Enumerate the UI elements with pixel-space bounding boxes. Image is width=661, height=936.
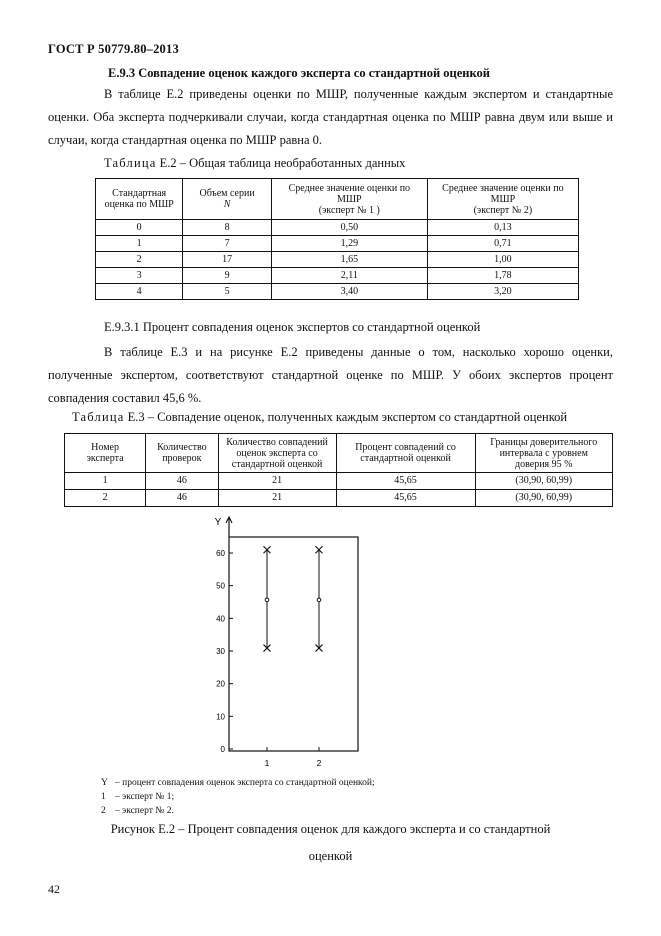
table-3 bbox=[64, 433, 613, 507]
table-3-header-line: Количество совпадений bbox=[226, 436, 328, 448]
table-3-header-line: Номер bbox=[91, 442, 119, 453]
legend-item bbox=[101, 776, 375, 790]
table-2-header-line: МШР bbox=[337, 193, 362, 205]
table-3-header-3 bbox=[336, 434, 475, 473]
x-tick-label: 2 bbox=[316, 758, 322, 768]
table-2-cell: 2 bbox=[96, 252, 183, 268]
y-tick-label: 40 bbox=[216, 614, 225, 624]
legend-text: – эксперт № 1; bbox=[115, 792, 175, 802]
table-2-row bbox=[96, 220, 579, 236]
table-2-row bbox=[96, 268, 579, 284]
y-tick-label: 10 bbox=[216, 712, 225, 722]
table-3-header-0 bbox=[65, 434, 146, 473]
table-2-cell: 1,78 bbox=[427, 268, 578, 284]
table-2-cell: 7 bbox=[183, 236, 272, 252]
table-2-cell: 0,50 bbox=[271, 220, 427, 236]
table-2-caption bbox=[104, 156, 405, 171]
figure-legend bbox=[101, 776, 375, 818]
table-3-header-line: Количество bbox=[157, 442, 207, 453]
table-3-row bbox=[65, 490, 613, 507]
table-3-cell: 45,65 bbox=[336, 473, 475, 490]
legend-key: 1 bbox=[101, 792, 106, 802]
table-3-header-line: стандартной оценкой bbox=[231, 458, 323, 470]
table-3-cell: 46 bbox=[146, 490, 218, 507]
table-3-cell: (30,90, 60,99) bbox=[475, 473, 613, 490]
table-3-caption bbox=[72, 410, 567, 425]
table-3-caption-prefix: Таблица bbox=[72, 410, 125, 424]
table-2-cell: 0,13 bbox=[427, 220, 578, 236]
table-2-header-line: (эксперт № 1 ) bbox=[318, 204, 380, 216]
table-2-header-line: МШР bbox=[490, 193, 516, 205]
table-2-cell: 3 bbox=[96, 268, 183, 284]
document-header: ГОСТ Р 50779.80–2013 bbox=[48, 42, 179, 56]
table-3-header-line: стандартной оценкой bbox=[360, 453, 451, 464]
y-axis-label: Y bbox=[214, 517, 222, 528]
table-3-cell: 45,65 bbox=[336, 490, 475, 507]
figure-caption-line-2: оценкой bbox=[308, 849, 353, 863]
table-2-cell: 17 bbox=[183, 252, 272, 268]
legend-item bbox=[101, 790, 375, 804]
table-2-header-line: Среднее значение оценки по bbox=[288, 182, 411, 194]
table-2-header-3 bbox=[427, 179, 578, 220]
table-2-cell: 1,00 bbox=[427, 252, 578, 268]
legend-item bbox=[101, 804, 375, 818]
table-3-header-line: интервала с уровнем bbox=[499, 447, 588, 459]
paragraph-1 bbox=[48, 83, 613, 152]
table-2-row bbox=[96, 236, 579, 252]
estimate-point bbox=[265, 598, 269, 602]
table-2 bbox=[95, 178, 579, 300]
table-2-caption-rest: E.2 – Общая таблица необработанных данных bbox=[156, 156, 406, 170]
table-2-header-row bbox=[96, 179, 579, 220]
y-tick-label: 50 bbox=[216, 581, 225, 591]
table-3-cell: 1 bbox=[65, 473, 146, 490]
table-3-header-line: Границы доверительного bbox=[490, 436, 598, 448]
page-number: 42 bbox=[48, 882, 60, 896]
table-2-cell: 2,11 bbox=[271, 268, 427, 284]
legend-text: – процент совпадения оценок эксперта со стандартной оценкой; bbox=[115, 778, 375, 788]
legend-key: 2 bbox=[101, 806, 106, 816]
table-2-header-line: оценка по МШР bbox=[104, 199, 174, 210]
table-2-caption-prefix: Таблица bbox=[104, 156, 157, 170]
paragraph-1-text: В таблице E.2 приведены оценки по МШР, полученные каждым экспертом и стандартные оценки. Оба эксперта подчеркивали случаи, когда стандартная оценка по МШР равна двум или выше и случаи, когда стандартная оценка по МШР равна 0. bbox=[48, 87, 613, 147]
y-tick-label: 20 bbox=[216, 679, 225, 689]
table-2-header-1 bbox=[183, 179, 272, 220]
table-2-header-line: N bbox=[223, 199, 231, 210]
figure-caption-line-1: Рисунок E.2 – Процент совпадения оценок для каждого эксперта и со стандартной bbox=[110, 822, 551, 836]
table-2-cell: 1,65 bbox=[271, 252, 427, 268]
table-2-header-line: (эксперт № 2) bbox=[473, 204, 533, 216]
table-2-cell: 0,71 bbox=[427, 236, 578, 252]
chart-axes bbox=[215, 517, 322, 768]
table-2-cell: 0 bbox=[96, 220, 183, 236]
table-3-header-row bbox=[65, 434, 613, 473]
table-3-cell: (30,90, 60,99) bbox=[475, 490, 613, 507]
table-3-header-line: оценок эксперта со bbox=[236, 447, 318, 459]
table-3-cell: 2 bbox=[65, 490, 146, 507]
table-2-cell: 8 bbox=[183, 220, 272, 236]
table-2-header-line: Объем серии bbox=[199, 188, 255, 199]
table-2-header-line: Стандартная bbox=[112, 188, 167, 199]
table-2-cell: 3,40 bbox=[271, 284, 427, 300]
y-tick-label: 0 bbox=[220, 745, 225, 754]
table-3-header-1 bbox=[146, 434, 218, 473]
table-3-header-line: эксперта bbox=[86, 453, 124, 464]
plot-frame bbox=[229, 537, 358, 751]
table-2-cell: 1 bbox=[96, 236, 183, 252]
table-3-header-4 bbox=[475, 434, 613, 473]
paragraph-2-text: В таблице E.3 и на рисунке E.2 приведены данные о том, насколько хорошо оценки, полученные экспертом, соответствуют стандартной оценке по МШР. У обоих экспертов процент совпадения составил 45,6 %. bbox=[48, 345, 613, 405]
figure-e2-chart bbox=[200, 512, 370, 774]
table-2-header-line: Среднее значение оценки по bbox=[442, 182, 564, 194]
subsection-title: E.9.3.1 Процент совпадения оценок экспертов со стандартной оценкой bbox=[104, 320, 481, 334]
table-3-header-line: проверок bbox=[162, 453, 202, 464]
chart-marks bbox=[264, 546, 323, 651]
legend-key: Y bbox=[101, 778, 108, 788]
table-3-cell: 21 bbox=[218, 490, 336, 507]
table-3-row bbox=[65, 473, 613, 490]
x-tick-label: 1 bbox=[264, 758, 270, 768]
table-2-header-2 bbox=[271, 179, 427, 220]
table-3-caption-rest: E.3 – Совпадение оценок, полученных каждым экспертом со стандартной оценкой bbox=[124, 410, 568, 424]
estimate-point bbox=[317, 598, 321, 602]
table-2-cell: 4 bbox=[96, 284, 183, 300]
table-3-header-2 bbox=[218, 434, 336, 473]
table-2-cell: 3,20 bbox=[427, 284, 578, 300]
table-3-header-line: Процент совпадений со bbox=[355, 442, 456, 453]
table-2-header-0 bbox=[96, 179, 183, 220]
table-3-cell: 21 bbox=[218, 473, 336, 490]
table-2-cell: 5 bbox=[183, 284, 272, 300]
table-2-row bbox=[96, 284, 579, 300]
table-3-header-line: доверия 95 % bbox=[515, 458, 573, 470]
table-2-cell: 1,29 bbox=[271, 236, 427, 252]
y-tick-label: 30 bbox=[216, 647, 225, 656]
section-title: E.9.3 Совпадение оценок каждого эксперта со стандартной оценкой bbox=[108, 66, 490, 80]
table-3-cell: 46 bbox=[146, 473, 218, 490]
paragraph-2 bbox=[48, 341, 613, 410]
table-2-row bbox=[96, 252, 579, 268]
table-2-cell: 9 bbox=[183, 268, 272, 284]
y-tick-label: 60 bbox=[216, 549, 225, 558]
legend-text: – эксперт № 2. bbox=[115, 806, 174, 816]
